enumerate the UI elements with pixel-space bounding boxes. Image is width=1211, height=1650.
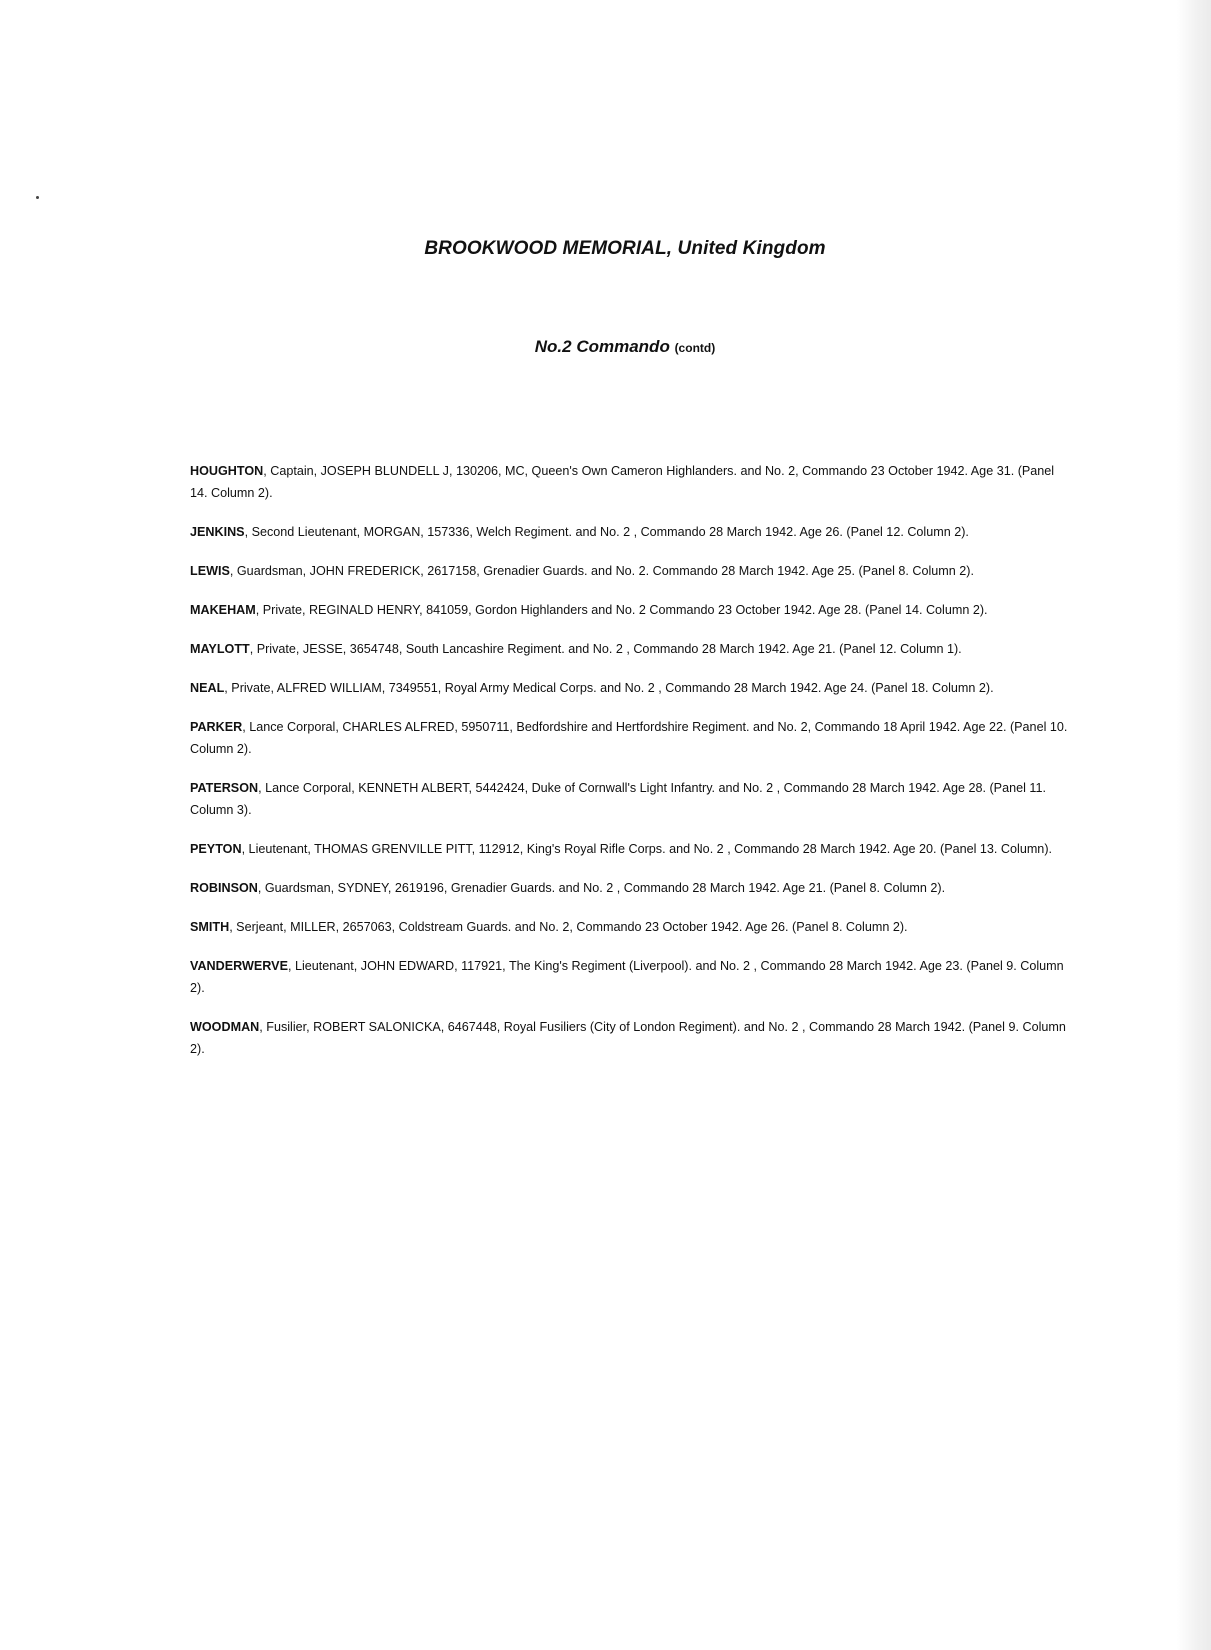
scan-speck [36,196,39,199]
entry-surname: HOUGHTON [190,464,264,478]
entry-parker [190,716,1070,760]
entry-surname: LEWIS [190,564,230,578]
subtitle-suffix: (contd) [674,341,716,355]
entry-surname: MAYLOTT [190,642,250,656]
entry-surname: PEYTON [190,842,242,856]
entry-details: , Second Lieutenant, MORGAN, 157336, Welch Regiment. and No. 2 , Commando 28 March 1942. Age 26. (Panel 12. Column 2). [244,525,969,539]
entry-details: , Lieutenant, JOHN EDWARD, 117921, The King's Regiment (Liverpool). and No. 2 , Commando 28 March 1942. Age 23. (Panel 9. Column 2). [190,959,1064,995]
entry-surname: MAKEHAM [190,603,256,617]
document-title: BROOKWOOD MEMORIAL, United Kingdom [424,238,826,259]
entry-maylott [190,638,1070,660]
entry-surname: ROBINSON [190,881,258,895]
entry-surname: SMITH [190,920,230,934]
entry-details: , Lance Corporal, CHARLES ALFRED, 5950711, Bedfordshire and Hertfordshire Regiment. and No. 2, Commando 18 April 1942. Age 22. (Panel 10. Column 2). [190,720,1068,756]
entry-robinson [190,877,1070,899]
entry-surname: PATERSON [190,781,259,795]
entry-surname: JENKINS [190,525,245,539]
entry-details: , Guardsman, JOHN FREDERICK, 2617158, Grenadier Guards. and No. 2. Commando 28 March 1942. Age 25. (Panel 8. Column 2). [229,564,974,578]
entry-details: , Fusilier, ROBERT SALONICKA, 6467448, Royal Fusiliers (City of London Regiment). and No. 2 , Commando 28 March 1942. (Panel 9. Column 2). [190,1020,1066,1056]
document-subtitle [0,337,1211,357]
entry-neal [190,677,1070,699]
entry-surname: PARKER [190,720,243,734]
entry-details: , Lance Corporal, KENNETH ALBERT, 5442424, Duke of Cornwall's Light Infantry. and No. 2 , Commando 28 March 1942. Age 28. (Panel 11. Column 3). [190,781,1046,817]
entry-details: , Private, JESSE, 3654748, South Lancashire Regiment. and No. 2 , Commando 28 March 1942. Age 21. (Panel 12. Column 1). [249,642,962,656]
roll-of-honour-list [190,460,1070,1077]
entry-details: , Serjeant, MILLER, 2657063, Coldstream Guards. and No. 2, Commando 23 October 1942. Age 26. (Panel 8. Column 2). [229,920,908,934]
entry-woodman [190,1016,1070,1060]
entry-details: , Lieutenant, THOMAS GRENVILLE PITT, 112912, King's Royal Rifle Corps. and No. 2 , Commando 28 March 1942. Age 20. (Panel 13. Column). [241,842,1053,856]
entry-lewis [190,560,1070,582]
entry-peyton [190,838,1070,860]
entry-jenkins [190,521,1070,543]
entry-details: , Captain, JOSEPH BLUNDELL J, 130206, MC, Queen's Own Cameron Highlanders. and No. 2, Commando 23 October 1942. Age 31. (Panel 14. Column 2). [190,464,1055,500]
entry-houghton [190,460,1070,504]
entry-surname: VANDERWERVE [190,959,288,973]
entry-details: , Private, REGINALD HENRY, 841059, Gordon Highlanders and No. 2 Commando 23 October 1942. Age 28. (Panel 14. Column 2). [255,603,988,617]
entry-details: , Guardsman, SYDNEY, 2619196, Grenadier Guards. and No. 2 , Commando 28 March 1942. Age 21. (Panel 8. Column 2). [257,881,946,895]
entry-vanderwerve [190,955,1070,999]
entry-makeham [190,599,1070,621]
entry-surname: NEAL [190,681,225,695]
entry-surname: WOODMAN [190,1020,260,1034]
entry-paterson [190,777,1070,821]
subtitle-main: No.2 Commando [534,337,670,356]
entry-details: , Private, ALFRED WILLIAM, 7349551, Royal Army Medical Corps. and No. 2 , Commando 28 March 1942. Age 24. (Panel 18. Column 2). [224,681,994,695]
entry-smith [190,916,1070,938]
